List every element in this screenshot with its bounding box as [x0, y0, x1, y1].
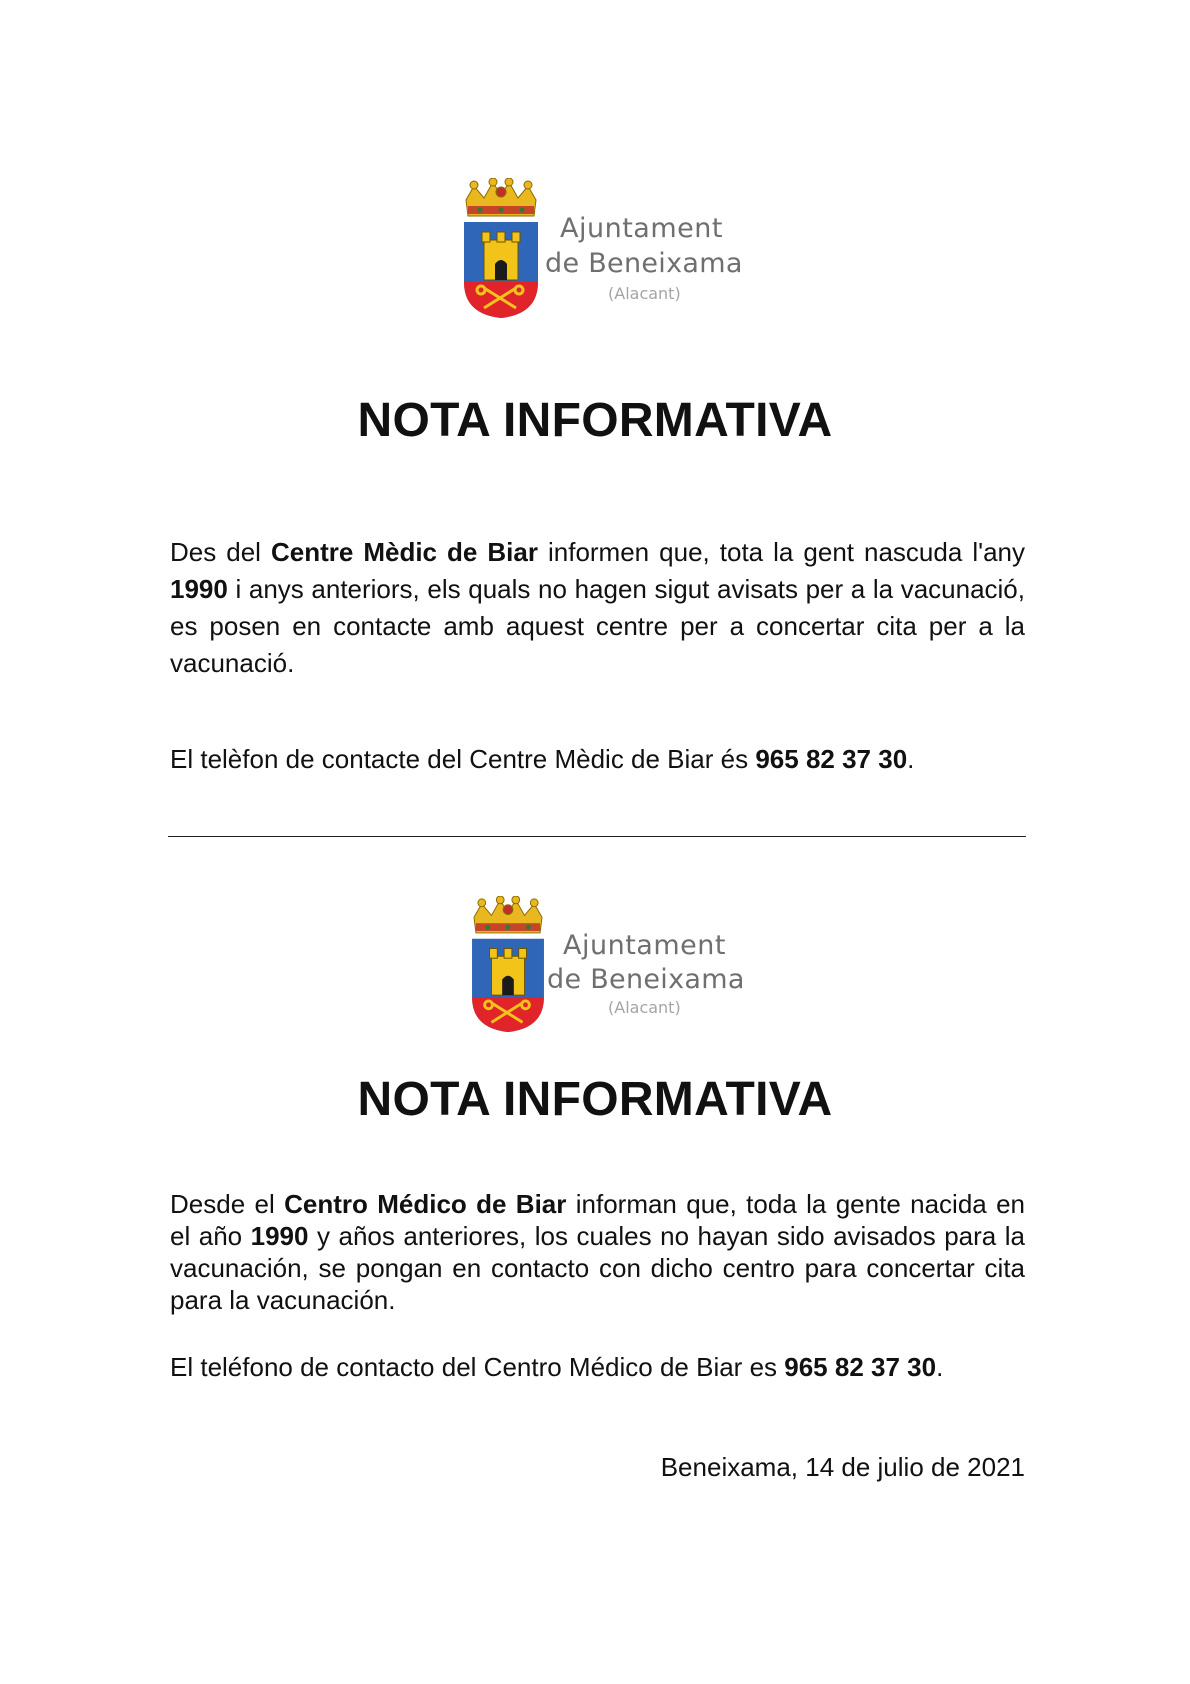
section-divider [168, 836, 1026, 837]
municipal-logo-top [0, 178, 1190, 378]
logo-subtitle-line: de Beneixama [547, 964, 745, 995]
medical-center-name: Centro Médico de Biar [284, 1189, 567, 1219]
logo-subtitle-line: de Beneixama [545, 248, 743, 279]
logo-title-line: Ajuntament [563, 930, 726, 961]
logo-title-line: Ajuntament [560, 213, 723, 244]
logo-province-line: (Alacant) [608, 998, 681, 1017]
medical-center-name: Centre Mèdic de Biar [270, 537, 538, 567]
place-and-date: Beneixama, 14 de julio de 2021 [660, 1452, 1025, 1482]
notice-paragraph-spanish: Desde el Centro Médico de Biar informan que, toda la gente nacida en el año 1990 y años anteriores, los cuales no hayan sido avisados para la vacunación, se pongan en contacto con dicho centro para concertar cita para la vacunación. [170, 1189, 1026, 1315]
birth-year: 1990 [250, 1221, 309, 1251]
birth-year: 1990 [170, 574, 228, 604]
notice-title-spanish: NOTA INFORMATIVA [357, 1073, 833, 1126]
coat-of-arms-icon [460, 178, 542, 320]
municipal-logo-bottom [0, 896, 1190, 1096]
contact-phone-paragraph-spanish: El teléfono de contacto del Centro Médico de Biar es 965 82 37 30. [170, 1352, 944, 1382]
contact-phone-paragraph-valencian: El telèfon de contacte del Centre Mèdic de Biar és 965 82 37 30. [170, 744, 915, 774]
coat-of-arms-icon [468, 896, 548, 1034]
logo-province-line: (Alacant) [608, 284, 681, 303]
phone-number: 965 82 37 30 [784, 1352, 937, 1382]
notice-title-valencian: NOTA INFORMATIVA [357, 394, 833, 447]
phone-number: 965 82 37 30 [755, 744, 908, 774]
notice-paragraph-valencian: Des del Centre Mèdic de Biar informen que, tota la gent nascuda l'any 1990 i anys anteriors, els quals no hagen sigut avisats per a la vacunació, es posen en contacte amb aquest centre per a concertar cita per a la vacunació. [170, 537, 1025, 678]
